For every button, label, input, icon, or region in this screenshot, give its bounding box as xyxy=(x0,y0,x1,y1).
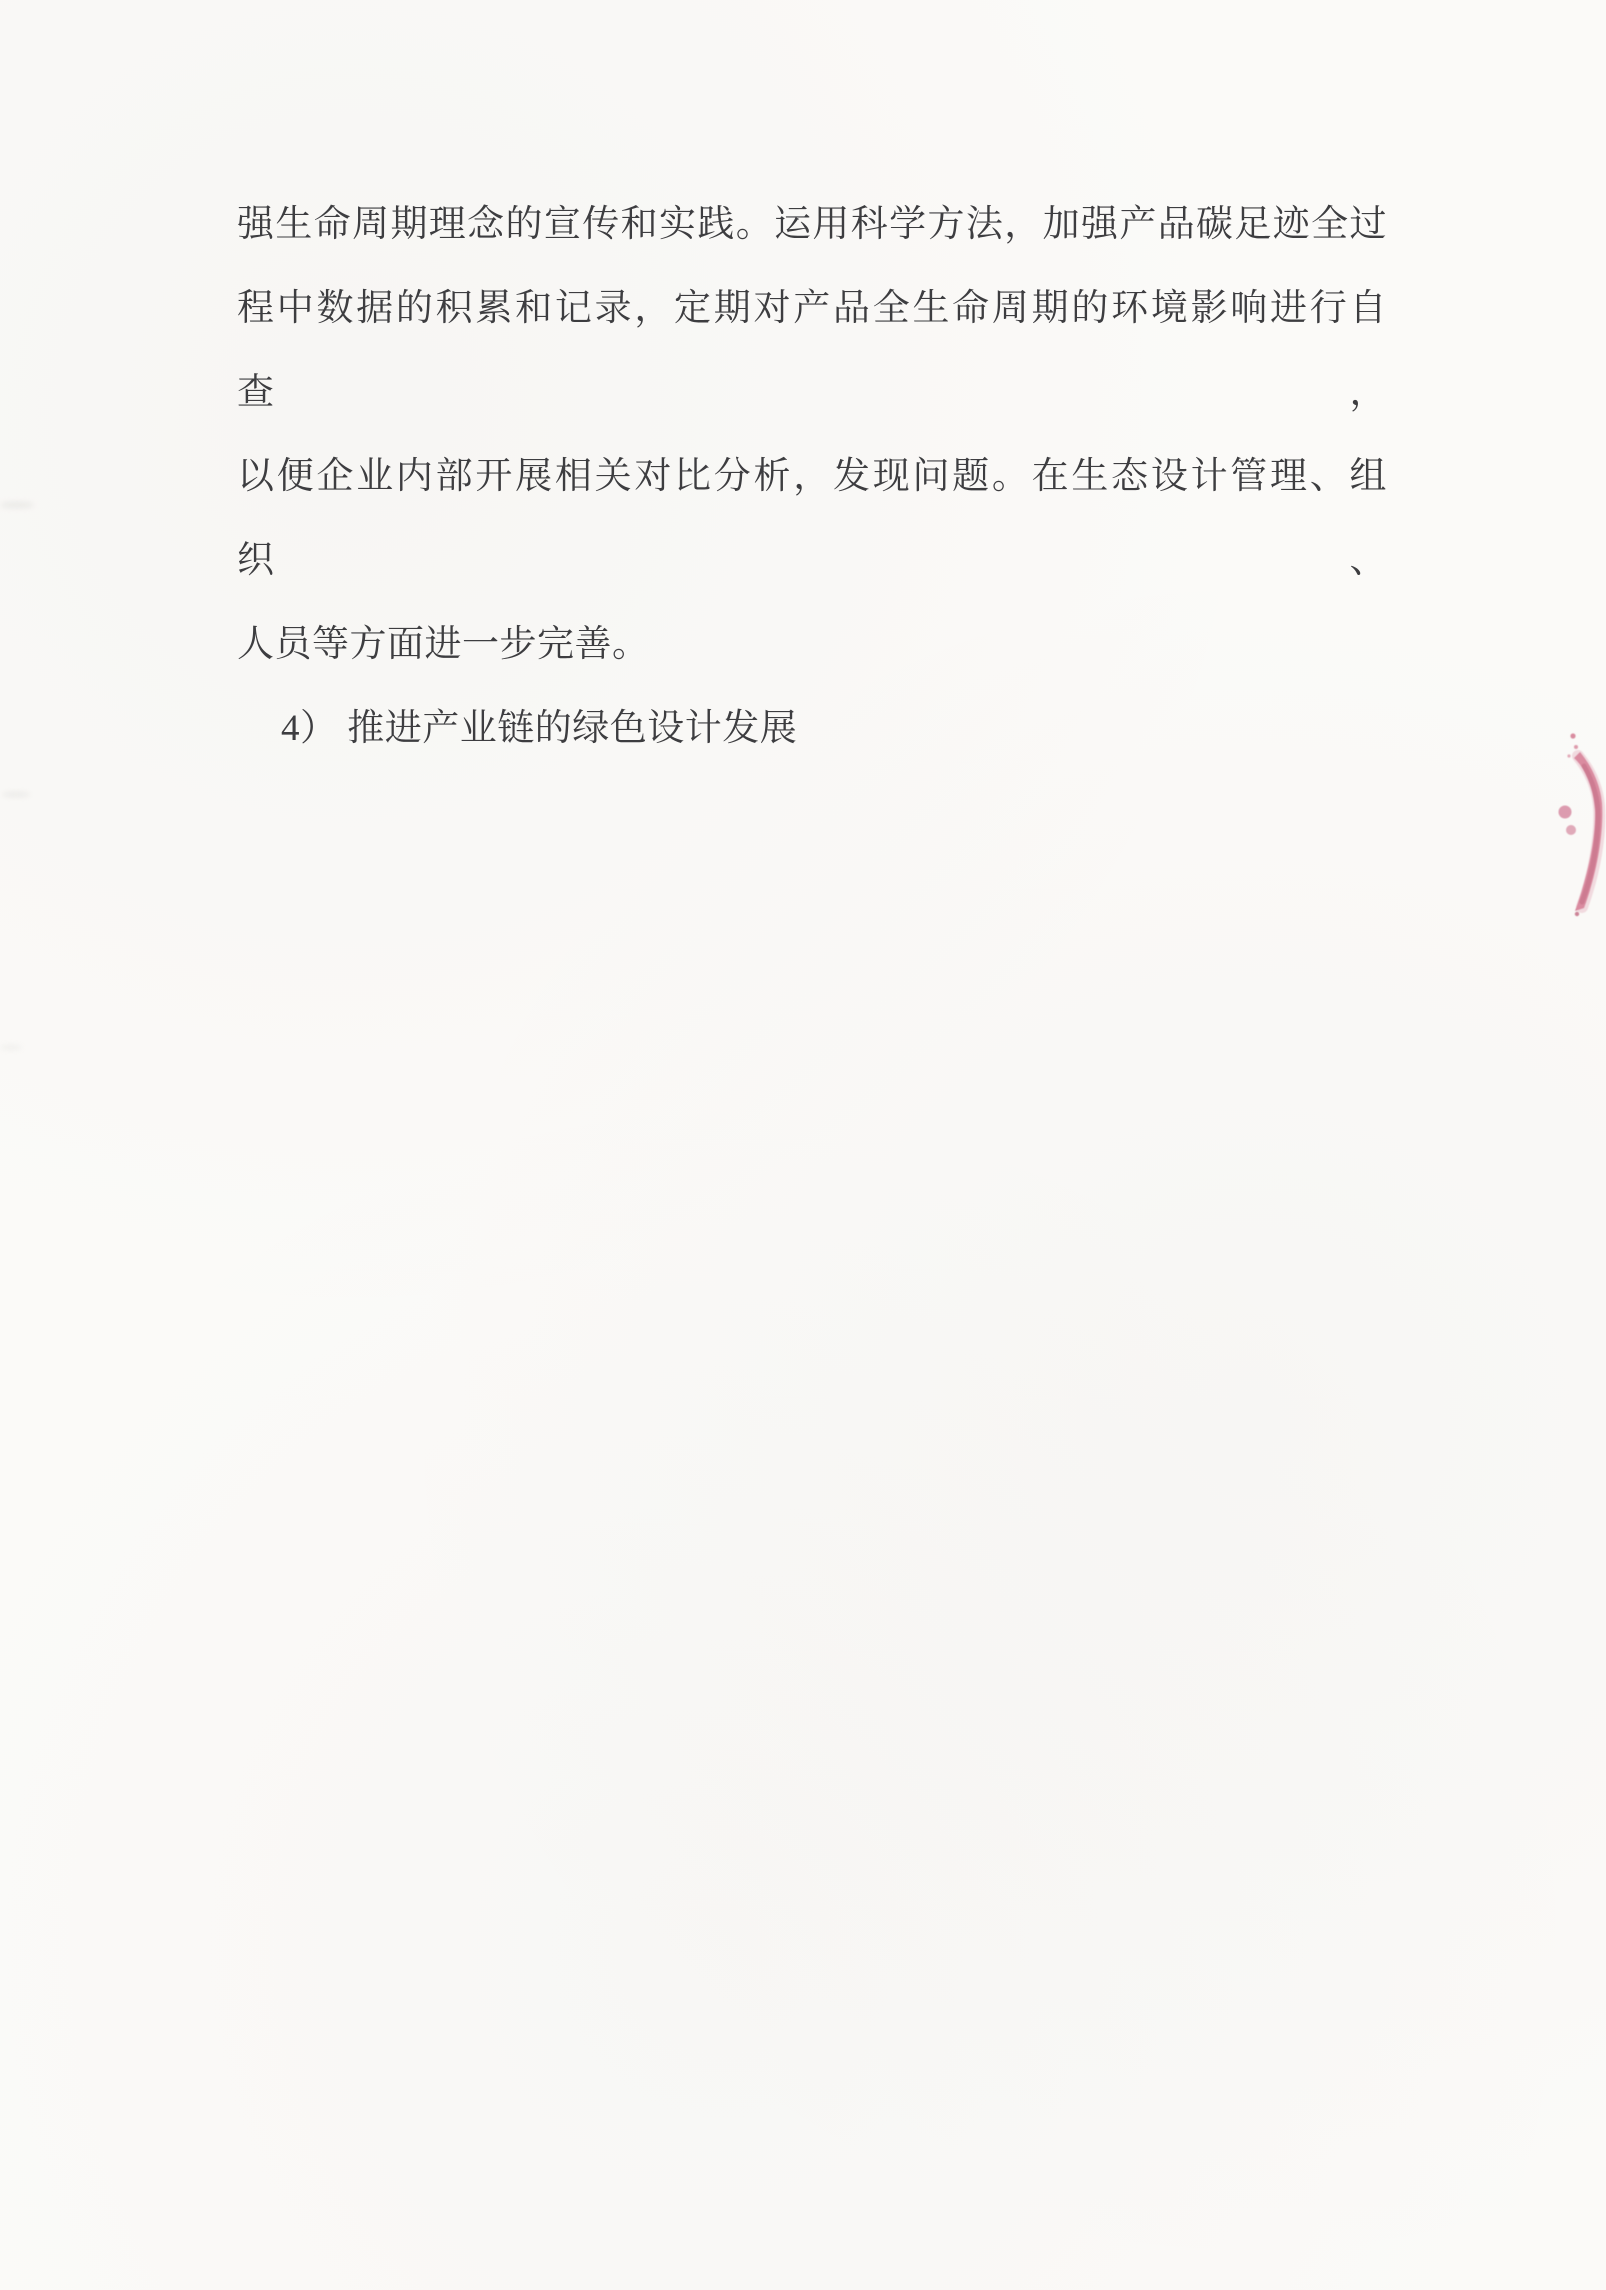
ink-stain xyxy=(1542,718,1606,928)
list-item-line: 4） 推进产业链的绿色设计发展 xyxy=(281,708,798,749)
scan-smudge xyxy=(0,1045,22,1050)
paragraph-line-3: 以便企业内部开展相关对比分析，发现问题。在生态设计管理、组织、 xyxy=(237,456,1387,581)
paragraph-line-4: 人员等方面进一步完善。 xyxy=(237,624,650,665)
paragraph-line-2: 程中数据的积累和记录，定期对产品全生命周期的环境影响进行自查， xyxy=(237,288,1387,413)
paragraph-line-1: 强生命周期理念的宣传和实践。运用科学方法，加强产品碳足迹全过 xyxy=(237,204,1387,245)
scan-smudge xyxy=(2,792,30,797)
paragraph-block xyxy=(237,183,1387,771)
scan-smudge xyxy=(0,502,34,508)
